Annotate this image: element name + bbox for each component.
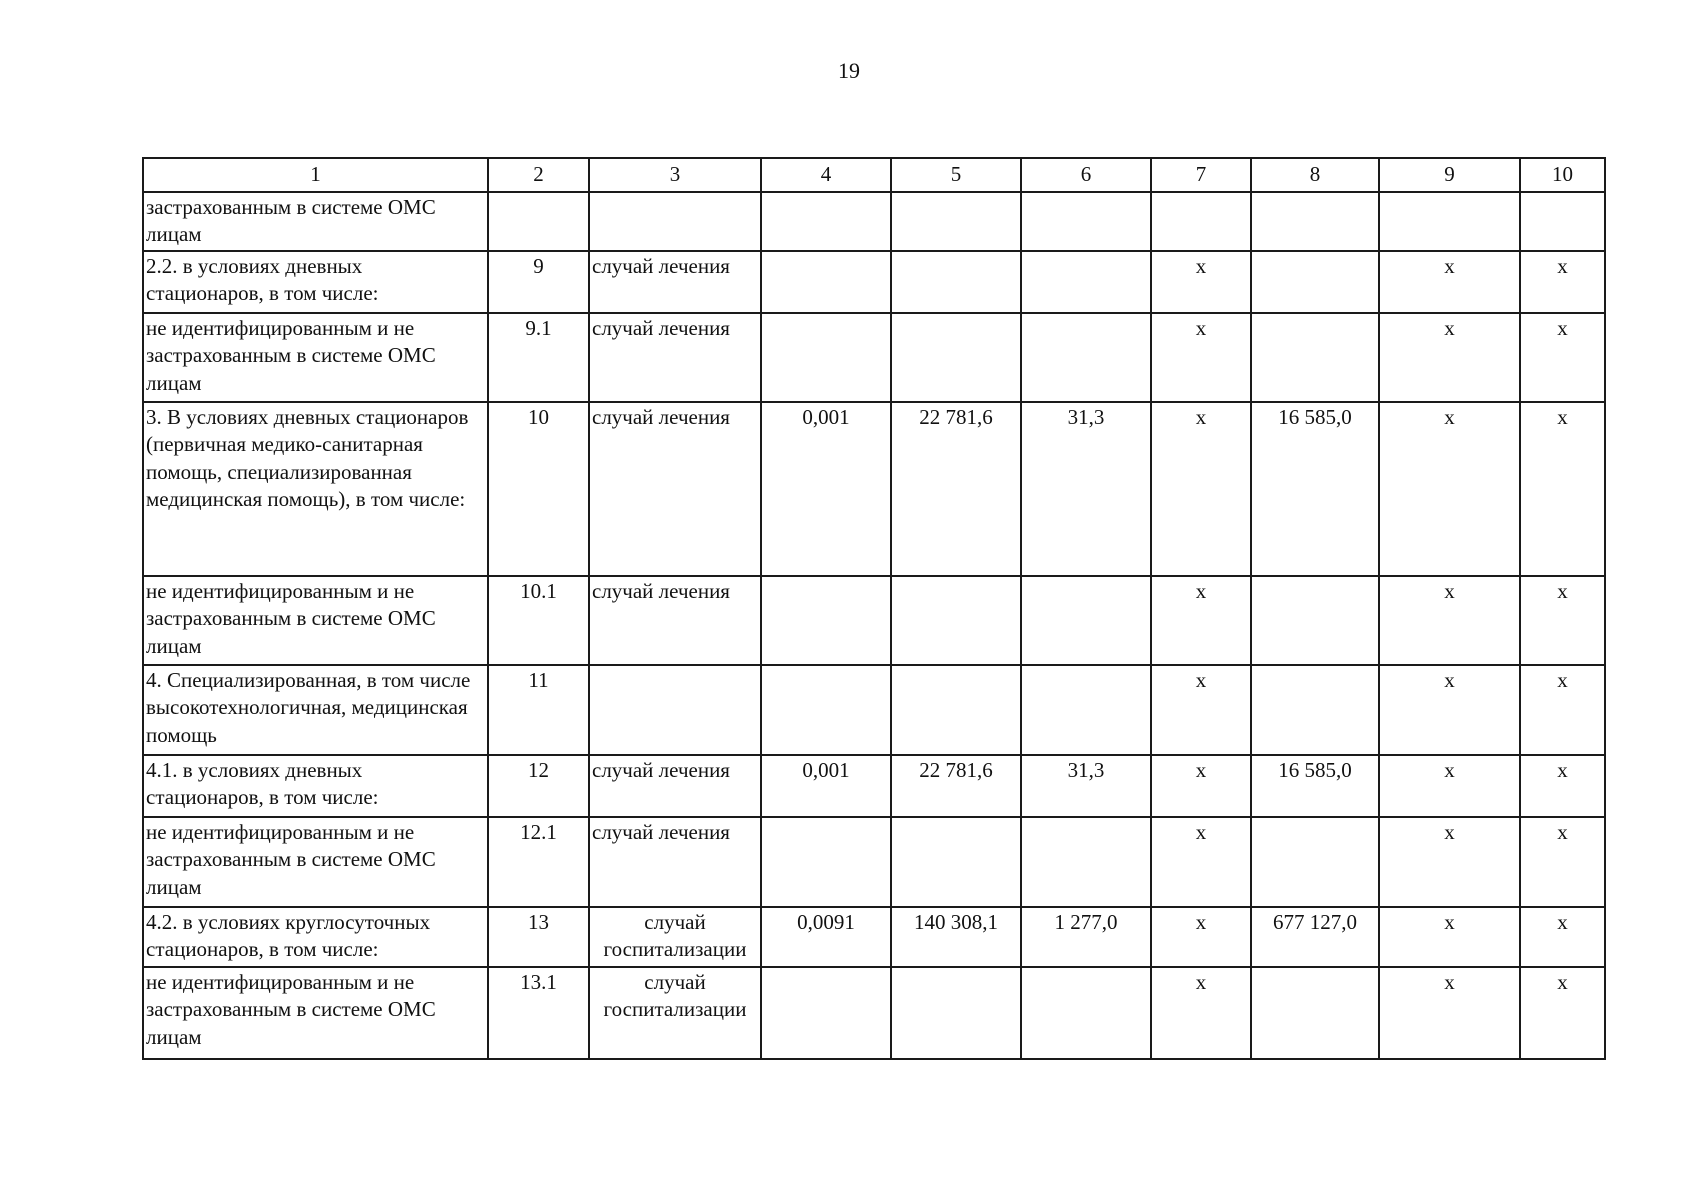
row-name: не идентифицированным и не застрахованным в системе ОМС лицам [143, 313, 488, 402]
cell-col8 [1251, 251, 1379, 313]
table-row [143, 907, 1605, 967]
column-header: 9 [1379, 158, 1520, 192]
cell-col6: 31,3 [1021, 755, 1151, 817]
row-unit [589, 665, 761, 755]
cell-col4: 0,0091 [761, 907, 891, 967]
row-name: 3. В условиях дневных стационаров (первичная медико-санитарная помощь, специализированная медицинская помощь), в том числе: [143, 402, 488, 576]
table-row [143, 576, 1605, 665]
cell-col10: х [1520, 907, 1605, 967]
row-name: не идентифицированным и не застрахованным в системе ОМС лицам [143, 576, 488, 665]
cell-col5 [891, 665, 1021, 755]
cell-col9 [1379, 192, 1520, 251]
cell-col7: х [1151, 576, 1251, 665]
cell-col7 [1151, 192, 1251, 251]
column-header: 3 [589, 158, 761, 192]
cell-col8 [1251, 313, 1379, 402]
cell-col10: х [1520, 817, 1605, 907]
row-number: 10.1 [488, 576, 589, 665]
column-header: 5 [891, 158, 1021, 192]
cell-col4 [761, 313, 891, 402]
data-table [142, 157, 1606, 1060]
row-unit: случай лечения [589, 313, 761, 402]
row-number: 10 [488, 402, 589, 576]
cell-col5 [891, 192, 1021, 251]
row-unit: случай лечения [589, 755, 761, 817]
table-row [143, 665, 1605, 755]
cell-col5 [891, 967, 1021, 1059]
cell-col4 [761, 967, 891, 1059]
row-name: застрахованным в системе ОМС лицам [143, 192, 488, 251]
cell-col4 [761, 817, 891, 907]
header-row [143, 158, 1605, 192]
cell-col10 [1520, 192, 1605, 251]
row-unit: случай лечения [589, 817, 761, 907]
cell-col8 [1251, 967, 1379, 1059]
row-name: 4.2. в условиях круглосуточных стационаров, в том числе: [143, 907, 488, 967]
cell-col8 [1251, 817, 1379, 907]
row-name: 4.1. в условиях дневных стационаров, в том числе: [143, 755, 488, 817]
cell-col7: х [1151, 251, 1251, 313]
cell-col9: х [1379, 967, 1520, 1059]
cell-col10: х [1520, 313, 1605, 402]
cell-col6 [1021, 817, 1151, 907]
row-name: не идентифицированным и не застрахованным в системе ОМС лицам [143, 817, 488, 907]
table-row [143, 817, 1605, 907]
row-name: 2.2. в условиях дневных стационаров, в том числе: [143, 251, 488, 313]
cell-col8: 677 127,0 [1251, 907, 1379, 967]
row-unit: случай госпитализации [589, 907, 761, 967]
row-unit: случай лечения [589, 402, 761, 576]
cell-col5 [891, 817, 1021, 907]
cell-col8 [1251, 576, 1379, 665]
cell-col10: х [1520, 576, 1605, 665]
row-number: 13 [488, 907, 589, 967]
cell-col9: х [1379, 665, 1520, 755]
cell-col10: х [1520, 967, 1605, 1059]
cell-col6: 31,3 [1021, 402, 1151, 576]
table-row [143, 192, 1605, 251]
cell-col5: 22 781,6 [891, 755, 1021, 817]
row-unit: случай лечения [589, 576, 761, 665]
cell-col4 [761, 576, 891, 665]
cell-col7: х [1151, 755, 1251, 817]
cell-col8 [1251, 192, 1379, 251]
table-row [143, 402, 1605, 576]
cell-col9: х [1379, 576, 1520, 665]
cell-col4: 0,001 [761, 755, 891, 817]
column-header: 1 [143, 158, 488, 192]
cell-col10: х [1520, 755, 1605, 817]
table-row [143, 755, 1605, 817]
cell-col7: х [1151, 967, 1251, 1059]
cell-col6 [1021, 665, 1151, 755]
row-number: 9 [488, 251, 589, 313]
cell-col9: х [1379, 817, 1520, 907]
cell-col5: 22 781,6 [891, 402, 1021, 576]
row-unit: случай лечения [589, 251, 761, 313]
row-number: 12.1 [488, 817, 589, 907]
table-row [143, 251, 1605, 313]
cell-col8: 16 585,0 [1251, 755, 1379, 817]
cell-col6 [1021, 192, 1151, 251]
column-header: 7 [1151, 158, 1251, 192]
cell-col6 [1021, 313, 1151, 402]
cell-col10: х [1520, 665, 1605, 755]
column-header: 10 [1520, 158, 1605, 192]
cell-col8: 16 585,0 [1251, 402, 1379, 576]
cell-col4 [761, 192, 891, 251]
cell-col7: х [1151, 907, 1251, 967]
cell-col7: х [1151, 313, 1251, 402]
cell-col6 [1021, 576, 1151, 665]
row-name: не идентифицированным и не застрахованным в системе ОМС лицам [143, 967, 488, 1059]
column-header: 4 [761, 158, 891, 192]
cell-col5 [891, 251, 1021, 313]
cell-col5 [891, 313, 1021, 402]
table-row [143, 967, 1605, 1059]
cell-col9: х [1379, 313, 1520, 402]
cell-col6 [1021, 967, 1151, 1059]
cell-col7: х [1151, 665, 1251, 755]
row-number: 12 [488, 755, 589, 817]
row-number [488, 192, 589, 251]
row-number: 9.1 [488, 313, 589, 402]
row-number: 11 [488, 665, 589, 755]
cell-col7: х [1151, 402, 1251, 576]
column-header: 2 [488, 158, 589, 192]
cell-col4: 0,001 [761, 402, 891, 576]
row-unit [589, 192, 761, 251]
cell-col9: х [1379, 402, 1520, 576]
column-header: 6 [1021, 158, 1151, 192]
column-header: 8 [1251, 158, 1379, 192]
cell-col5 [891, 576, 1021, 665]
cell-col9: х [1379, 251, 1520, 313]
cell-col10: х [1520, 251, 1605, 313]
cell-col4 [761, 665, 891, 755]
cell-col5: 140 308,1 [891, 907, 1021, 967]
cell-col6: 1 277,0 [1021, 907, 1151, 967]
cell-col8 [1251, 665, 1379, 755]
page-number: 19 [838, 58, 860, 83]
cell-col10: х [1520, 402, 1605, 576]
row-unit: случай госпитализации [589, 967, 761, 1059]
table-row [143, 313, 1605, 402]
cell-col9: х [1379, 907, 1520, 967]
cell-col7: х [1151, 817, 1251, 907]
cell-col9: х [1379, 755, 1520, 817]
row-number: 13.1 [488, 967, 589, 1059]
row-name: 4. Специализированная, в том числе высокотехнологичная, медицинская помощь [143, 665, 488, 755]
cell-col6 [1021, 251, 1151, 313]
cell-col4 [761, 251, 891, 313]
